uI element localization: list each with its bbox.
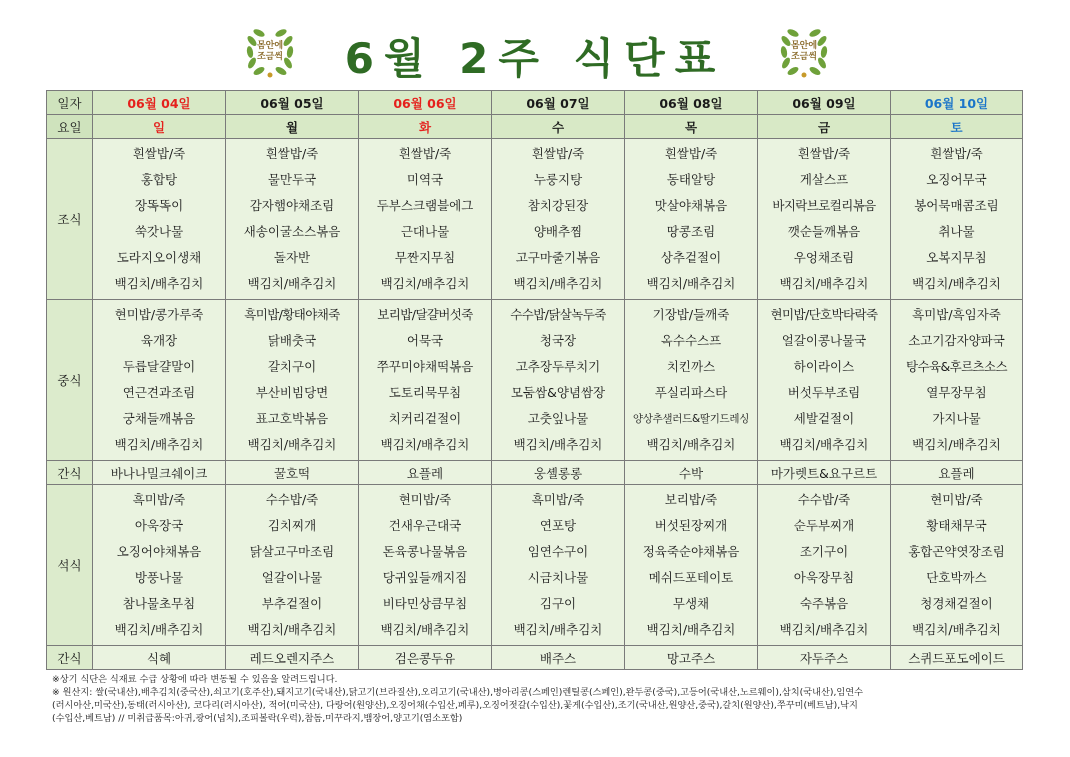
menu-item: 양상추샐러드&딸기드레싱 — [632, 413, 750, 425]
menu-item: 단호박까스 — [926, 570, 987, 585]
row-label-snack1: 간식 — [47, 461, 93, 485]
menu-item: 소고기감자양파국 — [908, 333, 1005, 348]
snack2-cell: 식혜 — [93, 646, 226, 670]
menu-item: 무생채 — [672, 596, 710, 611]
menu-item: 현미밥/단호박타락죽 — [770, 307, 878, 322]
menu-item: 두부스크램블에그 — [376, 198, 474, 213]
menu-item: 얼갈이나물 — [261, 570, 323, 585]
menu-item: 옥수수스프 — [660, 333, 722, 348]
menu-item: 아욱장무침 — [793, 570, 855, 585]
date-cell: 06월 05일 — [226, 91, 359, 115]
menu-item: 고추장두루치기 — [515, 359, 601, 374]
snack2-cell: 자두주스 — [758, 646, 891, 670]
lunch-cell — [492, 300, 625, 461]
meal-plan-table — [46, 90, 1023, 670]
menu-item: 백김치/배추김치 — [114, 437, 204, 452]
lunch-cell — [359, 300, 492, 461]
menu-item: 백김치/배추김치 — [779, 622, 869, 637]
menu-item: 수수밥/죽 — [265, 492, 319, 507]
menu-item: 백김치/배추김치 — [247, 622, 337, 637]
snack1-cell: 수박 — [625, 461, 758, 485]
menu-item: 순두부찌개 — [793, 518, 855, 533]
menu-item: 현미밥/죽 — [930, 492, 983, 507]
breakfast-list — [492, 141, 624, 297]
snack1-cell: 요플레 — [359, 461, 492, 485]
menu-item: 흰쌀밥/죽 — [664, 146, 718, 161]
menu-item: 방풍나물 — [134, 570, 184, 585]
menu-item: 보리밥/죽 — [664, 492, 718, 507]
menu-item: 흰쌀밥/죽 — [797, 146, 851, 161]
menu-item: 보리밥/달걀버섯죽 — [377, 307, 473, 322]
menu-item: 청경채겉절이 — [920, 596, 993, 611]
lunch-cell — [891, 300, 1023, 461]
dinner-list — [226, 487, 358, 643]
menu-item: 근대나물 — [400, 224, 450, 239]
menu-item: 어묵국 — [406, 333, 444, 348]
weekday-cell: 일 — [93, 115, 226, 139]
menu-item: 정육죽순야채볶음 — [642, 544, 740, 559]
lunch-list — [492, 302, 624, 458]
snack2-cell: 배주스 — [492, 646, 625, 670]
menu-item: 백김치/배추김치 — [779, 437, 869, 452]
breakfast-cell — [226, 139, 359, 300]
breakfast-list — [891, 141, 1022, 297]
menu-item: 참치강된장 — [527, 198, 589, 213]
breakfast-row — [47, 139, 1023, 300]
weekday-cell: 월 — [226, 115, 359, 139]
menu-item: 백김치/배추김치 — [114, 622, 204, 637]
snack2-cell: 검은콩두유 — [359, 646, 492, 670]
lunch-list — [226, 302, 358, 458]
menu-item: 궁채들깨볶음 — [122, 411, 196, 426]
menu-item: 조기구이 — [799, 544, 849, 559]
snack1-cell: 웅셸롱롱 — [492, 461, 625, 485]
menu-item: 비타민상큼무침 — [382, 596, 468, 611]
lunch-cell — [93, 300, 226, 461]
lunch-list — [93, 302, 225, 458]
menu-item: 청국장 — [539, 333, 577, 348]
menu-item: 백김치/배추김치 — [513, 276, 603, 291]
menu-item: 우엉채조림 — [793, 250, 855, 265]
weekday-cell: 화 — [359, 115, 492, 139]
breakfast-cell — [625, 139, 758, 300]
menu-item: 흑미밥/황태야채죽 — [244, 307, 340, 322]
breakfast-cell — [492, 139, 625, 300]
lunch-list — [891, 302, 1022, 458]
menu-item: 아욱장국 — [134, 518, 184, 533]
lunch-cell — [226, 300, 359, 461]
menu-item: 현미밥/콩가루죽 — [114, 307, 204, 322]
date-cell: 06월 10일 — [891, 91, 1023, 115]
menu-item: 연포탕 — [539, 518, 577, 533]
dinner-cell — [359, 485, 492, 646]
menu-item: 버섯두부조림 — [787, 385, 861, 400]
menu-item: 흑미밥/흑임자죽 — [912, 307, 1001, 322]
snack2-cell: 망고주스 — [625, 646, 758, 670]
dinner-cell — [891, 485, 1023, 646]
menu-item: 닭배춧국 — [267, 333, 317, 348]
page-header — [0, 20, 1070, 83]
snack1-cell: 꿀호떡 — [226, 461, 359, 485]
menu-item: 고구마줄기볶음 — [515, 250, 601, 265]
dinner-list — [492, 487, 624, 643]
menu-item: 동태알탕 — [666, 172, 716, 187]
menu-item: 쭈꾸미야채떡볶음 — [376, 359, 474, 374]
menu-item: 홍합곤약엿장조림 — [908, 544, 1005, 559]
menu-item: 흰쌀밥/죽 — [531, 146, 585, 161]
snack2-cell: 레드오렌지주스 — [226, 646, 359, 670]
menu-item: 부추겉절이 — [261, 596, 323, 611]
lunch-cell — [758, 300, 891, 461]
menu-item: 오징어야채볶음 — [116, 544, 202, 559]
date-row — [47, 91, 1023, 115]
menu-item: 백김치/배추김치 — [380, 437, 470, 452]
dinner-cell — [93, 485, 226, 646]
dinner-cell — [226, 485, 359, 646]
dinner-cell — [625, 485, 758, 646]
menu-item: 오복지무침 — [926, 250, 987, 265]
menu-item: 김치찌개 — [267, 518, 317, 533]
menu-item: 물만두국 — [267, 172, 317, 187]
menu-item: 치킨까스 — [666, 359, 716, 374]
menu-item: 백김치/배추김치 — [247, 437, 337, 452]
menu-item: 흰쌀밥/죽 — [265, 146, 319, 161]
dinner-cell — [758, 485, 891, 646]
menu-item: 기장밥/들깨죽 — [652, 307, 730, 322]
snack1-cell: 마가렛트&요구르트 — [758, 461, 891, 485]
menu-item: 돈육콩나물볶음 — [382, 544, 468, 559]
menu-item: 백김치/배추김치 — [513, 437, 603, 452]
menu-item: 백김치/배추김치 — [646, 622, 736, 637]
lunch-list — [359, 302, 491, 458]
dinner-list — [758, 487, 890, 643]
date-cell: 06월 09일 — [758, 91, 891, 115]
lunch-list — [625, 302, 757, 458]
menu-item: 깻순들깨볶음 — [787, 224, 861, 239]
menu-item: 백김치/배추김치 — [380, 276, 470, 291]
breakfast-list — [93, 141, 225, 297]
breakfast-list — [359, 141, 491, 297]
menu-item: 연근견과조림 — [122, 385, 196, 400]
snack1-cell: 바나나밀크쉐이크 — [93, 461, 226, 485]
menu-item: 취나물 — [938, 224, 975, 239]
menu-item: 감자햄야채조림 — [249, 198, 335, 213]
menu-item: 백김치/배추김치 — [646, 437, 736, 452]
menu-item: 도라지오이생채 — [116, 250, 202, 265]
menu-item: 장똑똑이 — [134, 198, 184, 213]
note-line: ※상기 식단은 식재료 수급 상황에 따라 변동될 수 있음을 알려드립니다. — [52, 674, 338, 685]
menu-item: 흰쌀밥/죽 — [132, 146, 186, 161]
menu-item: 치커리겉절이 — [388, 411, 462, 426]
menu-item: 숙주볶음 — [799, 596, 849, 611]
menu-item: 새송이굴소스볶음 — [243, 224, 341, 239]
note-line: (수입산,베트남) // 미취급품목:아귀,광어(넙치),조피볼락(우럭),참돔,미꾸라지,뱀장어,양고기(염소포함) — [52, 713, 463, 724]
menu-item: 봉어묵매콤조림 — [914, 198, 999, 213]
menu-item: 육개장 — [140, 333, 178, 348]
weekday-cell: 토 — [891, 115, 1023, 139]
dinner-list — [625, 487, 757, 643]
date-cell: 06월 07일 — [492, 91, 625, 115]
row-label-lunch: 중식 — [47, 300, 93, 461]
menu-item: 백김치/배추김치 — [912, 437, 1001, 452]
dinner-list — [891, 487, 1022, 643]
menu-item: 참나물초무침 — [122, 596, 196, 611]
menu-item: 누룽지탕 — [533, 172, 583, 187]
breakfast-cell — [359, 139, 492, 300]
row-label-day: 요일 — [47, 115, 93, 139]
menu-item: 백김치/배추김치 — [646, 276, 736, 291]
weekday-cell: 목 — [625, 115, 758, 139]
menu-item: 고춧잎나물 — [527, 411, 589, 426]
breakfast-cell — [93, 139, 226, 300]
menu-item: 임연수구이 — [527, 544, 589, 559]
menu-item: 두릅달걀말이 — [122, 359, 196, 374]
lunch-row — [47, 300, 1023, 461]
menu-item: 버섯된장찌개 — [654, 518, 728, 533]
menu-item: 홍합탕 — [140, 172, 178, 187]
menu-item: 탕수육&후르츠소스 — [906, 359, 1007, 374]
breakfast-list — [758, 141, 890, 297]
date-cell: 06월 06일 — [359, 91, 492, 115]
dinner-list — [359, 487, 491, 643]
menu-item: 김구이 — [539, 596, 577, 611]
snack2-cell: 스퀴드포도에이드 — [891, 646, 1023, 670]
menu-item: 백김치/배추김치 — [513, 622, 603, 637]
note-line: ※ 원산지: 쌀(국내산),배추김치(중국산),쇠고기(호주산),돼지고기(국내산),닭고기(브라질산),오리고기(국내산),병아리콩(스페인)렌틸콩(스페인),완두콩(중국),고등어(국내산,노르웨이),삼치(국내산),임연수 — [52, 687, 863, 698]
menu-item: 오징어무국 — [926, 172, 987, 187]
menu-item: 무짠지무침 — [394, 250, 456, 265]
menu-item: 푸실리파스타 — [654, 385, 728, 400]
snack1-cell: 요플레 — [891, 461, 1023, 485]
note-line: (러시아산,미국산),동태(러시아산), 코다리(러시아산), 적어(미국산), 다랑어(원양산),오징어채(수입산,페루),오징어젓갈(수입산),꽃게(수입산),조기(국내산,원양산,중국),갈치(원양산),쭈꾸미(베트남),낙지 — [52, 700, 858, 711]
menu-item: 현미밥/죽 — [398, 492, 452, 507]
dinner-cell — [492, 485, 625, 646]
menu-item: 흰쌀밥/죽 — [398, 146, 452, 161]
menu-item: 건새우근대국 — [388, 518, 462, 533]
menu-item: 당귀잎들깨지짐 — [382, 570, 468, 585]
menu-item: 하이라이스 — [793, 359, 855, 374]
breakfast-cell — [891, 139, 1023, 300]
menu-item: 상추겉절이 — [660, 250, 722, 265]
weekday-cell: 수 — [492, 115, 625, 139]
menu-item: 열무장무침 — [926, 385, 987, 400]
logo-text: 몸안에 조금씩 — [790, 41, 818, 62]
weekday-row — [47, 115, 1023, 139]
menu-item: 부산비빔당면 — [255, 385, 329, 400]
menu-item: 백김치/배추김치 — [380, 622, 470, 637]
page-title: 6월 2주 식단표 — [344, 34, 726, 83]
row-label-breakfast: 조식 — [47, 139, 93, 300]
menu-item: 백김치/배추김치 — [114, 276, 204, 291]
snack1-row — [47, 461, 1023, 485]
menu-item: 백김치/배추김치 — [912, 622, 1001, 637]
row-label-snack2: 간식 — [47, 646, 93, 670]
menu-item: 황태채무국 — [926, 518, 987, 533]
menu-item: 흑미밥/죽 — [531, 492, 585, 507]
menu-item: 표고호박볶음 — [255, 411, 329, 426]
menu-item: 도토리묵무침 — [388, 385, 462, 400]
menu-item: 바지락브로컬리볶음 — [772, 198, 876, 213]
menu-item: 닭살고구마조림 — [249, 544, 335, 559]
dinner-list — [93, 487, 225, 643]
menu-item: 돌자반 — [273, 250, 311, 265]
menu-item: 백김치/배추김치 — [779, 276, 869, 291]
logo-right — [776, 24, 832, 80]
weekday-cell: 금 — [758, 115, 891, 139]
menu-item: 세발겉절이 — [793, 411, 855, 426]
menu-item: 쑥갓나물 — [134, 224, 184, 239]
row-label-dinner: 석식 — [47, 485, 93, 646]
row-label-date: 일자 — [47, 91, 93, 115]
snack2-row — [47, 646, 1023, 670]
menu-item: 백김치/배추김치 — [247, 276, 337, 291]
menu-item: 맛살야채볶음 — [654, 198, 728, 213]
menu-item: 미역국 — [406, 172, 444, 187]
menu-item: 흰쌀밥/죽 — [930, 146, 983, 161]
menu-item: 흑미밥/죽 — [132, 492, 186, 507]
logo-text: 몸안에 조금씩 — [256, 41, 284, 62]
menu-item: 갈치구이 — [267, 359, 317, 374]
menu-item: 메쉬드포테이토 — [648, 570, 734, 585]
lunch-cell — [625, 300, 758, 461]
date-cell: 06월 04일 — [93, 91, 226, 115]
menu-item: 시금치나물 — [527, 570, 589, 585]
breakfast-list — [625, 141, 757, 297]
menu-item: 모둠쌈&양념쌈장 — [510, 385, 606, 400]
menu-item: 백김치/배추김치 — [912, 276, 1001, 291]
menu-item: 수수밥/닭살녹두죽 — [510, 307, 606, 322]
menu-item: 얼갈이콩나물국 — [781, 333, 867, 348]
menu-item: 양배추찜 — [533, 224, 583, 239]
dinner-row — [47, 485, 1023, 646]
notes-section — [52, 673, 1032, 725]
date-cell: 06월 08일 — [625, 91, 758, 115]
menu-item: 게살스프 — [799, 172, 849, 187]
menu-item: 가지나물 — [932, 411, 981, 426]
menu-item: 수수밥/죽 — [797, 492, 851, 507]
breakfast-list — [226, 141, 358, 297]
menu-item: 땅콩조림 — [666, 224, 716, 239]
lunch-list — [758, 302, 890, 458]
breakfast-cell — [758, 139, 891, 300]
